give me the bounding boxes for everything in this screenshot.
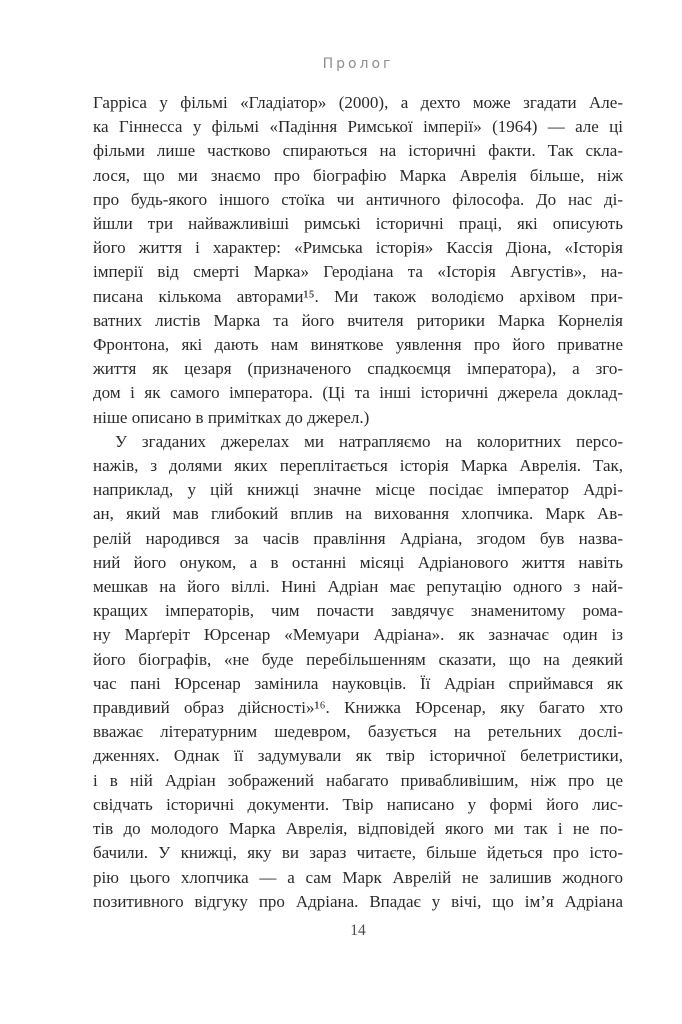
text-line: його життя і характер: «Римська історія» Кассія Діона, «Історія [93,238,623,258]
text-line: час пані Юрсенар замінила науковців. Її Адріан сприймався як [93,673,623,693]
text-line: релій народився за часів правління Адріана, згодом був назва- [93,528,623,548]
text-line: ка Гіннесса у фільмі «Падіння Римської імперії» (1964) — але ці [93,117,623,137]
text-line: бачили. У книжці, яку ви зараз читаєте, більше йдеться про істо- [93,843,623,863]
paragraph [93,430,623,914]
text-line: рію цього хлопчика — а сам Марк Аврелій не залишив жодного [93,867,623,887]
text-line: дженнях. Однак її задумували як твір історичної белетристики, [93,746,623,766]
text-line: і в ній Адріан зображений набагато привабливішим, ніж про це [93,770,623,790]
text-line: дом і як самого імператора. (Ці та інші історичні джерела доклад- [93,383,623,403]
text-line: кращих імператорів, чим почасти завдячує знаменитому рома- [93,601,623,621]
text-line: писана кількома авторами¹⁵. Ми також володіємо архівом при- [93,286,623,306]
paragraph [93,91,623,430]
text-line: наприклад, у цій книжці значне місце посідає імператор Адрі- [93,480,623,500]
text-line: йшли три найважливіші римські історичні праці, які описують [93,214,623,234]
text-line: його біографів, «не буде перебільшенням сказати, що на деякий [93,649,623,669]
text-line: Гарріса у фільмі «Гладіатор» (2000), а дехто може згадати Але- [93,93,623,112]
text-line: імперії від смерті Марка» Геродіана та «Історія Августів», на- [93,262,623,282]
chapter-running-head: Пролог [322,56,394,72]
text-line: мешкав на його віллі. Нині Адріан має репутацію одного з най- [93,577,623,597]
text-line: нажів, з долями яких переплітається історія Марка Аврелія. Так, [93,456,623,476]
text-line: свідчать історичні документи. Твір написано у формі його лис- [93,794,623,814]
text-line: ніше описано в примітках до джерел.) [93,407,370,427]
text-line: тів до молодого Марка Аврелія, відповідей якого ми так і не по- [93,819,623,839]
page-number: 14 [350,922,366,939]
text-line: правдивий образ дійсності»¹⁶. Книжка Юрсенар, яку багато хто [93,698,623,718]
text-line: ну Марґеріт Юрсенар «Мемуари Адріана». як зазначає один із [93,625,623,645]
text-line: ватних листів Марка та його вчителя риторики Марка Корнелія [93,310,623,330]
text-line: Фронтона, які дають нам виняткове уявлення про його приватне [93,335,623,355]
text-line: лося, що ми знаємо про біографію Марка Аврелія більше, ніж [93,165,623,185]
text-line: позитивного відгуку про Адріана. Впадає у вічі, що ім’я Адріана [93,891,623,911]
text-line: ний його онуком, а в останні місяці Адріанового життя навіть [93,552,623,572]
text-line: про будь-якого іншого стоїка чи античного філософа. До нас ді- [93,189,623,209]
text-block [93,91,623,914]
text-line: ан, який мав глибокий вплив на виховання хлопчика. Марк Ав- [93,504,623,524]
text-line: вважає літературним шедевром, базується на ретельних дослі- [93,722,623,742]
text-line: У згаданих джерелах ми натрапляємо на колоритних персо- [115,431,623,451]
text-line: фільми лише частково спираються на історичні факти. Так скла- [93,141,623,161]
text-line: життя як цезаря (призначеного спадкоємця імператора), а зго- [93,359,623,379]
